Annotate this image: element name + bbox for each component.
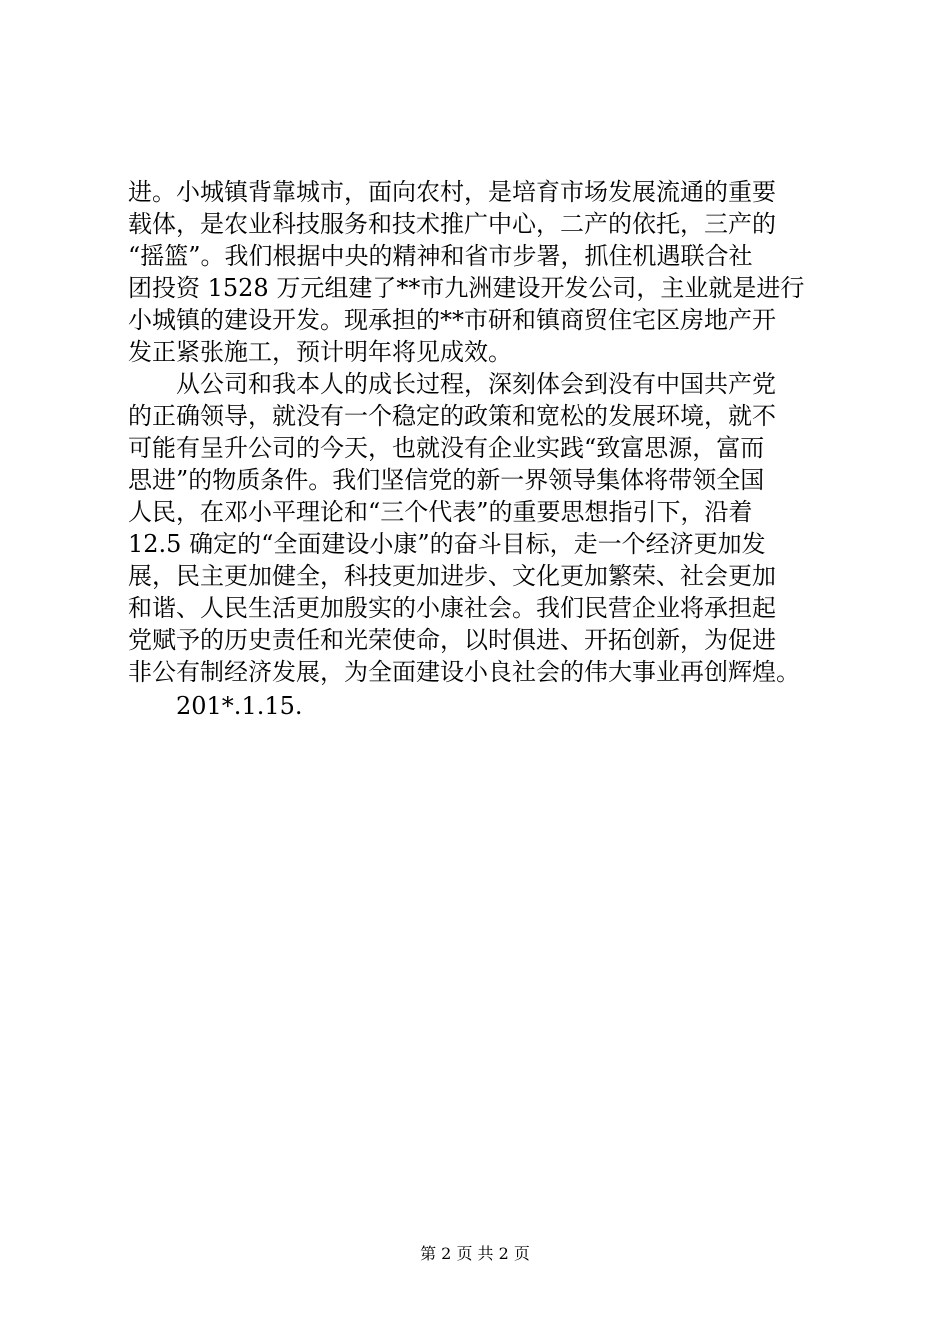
text-line: 可能有呈升公司的今天，也就没有企业实践“致富思源，富而 <box>128 434 765 462</box>
text-line: 非公有制经济发展，为全面建设小良社会的伟大事业再创辉煌。 <box>128 658 800 686</box>
text-line: 人民，在邓小平理论和“三个代表”的重要思想指引下，沿着 <box>128 498 753 526</box>
document-date: 201*.1.15. <box>176 692 303 720</box>
text-line: 从公司和我本人的成长过程，深刻体会到没有中国共产党 <box>128 370 776 398</box>
body-text <box>128 176 832 688</box>
text-line: 的正确领导，就没有一个稳定的政策和宽松的发展环境，就不 <box>128 402 776 430</box>
text-line: “摇篮”。我们根据中央的精神和省市步署，抓住机遇联合社 <box>128 242 753 270</box>
text-line: 和谐、人民生活更加殷实的小康社会。我们民营企业将承担起 <box>128 594 776 622</box>
text-line: 党赋予的历史责任和光荣使命，以时俱进、开拓创新，为促进 <box>128 626 776 654</box>
text-line: 发正紧张施工，预计明年将见成效。 <box>128 338 512 366</box>
text-line: 小城镇的建设开发。现承担的**市研和镇商贸住宅区房地产开 <box>128 306 776 334</box>
text-line: 展，民主更加健全，科技更加进步、文化更加繁荣、社会更加 <box>128 562 776 590</box>
text-line: 进。小城镇背靠城市，面向农村，是培育市场发展流通的重要 <box>128 178 776 206</box>
text-line: 思进”的物质条件。我们坚信党的新一界领导集体将带领全国 <box>128 466 765 494</box>
text-line: 12.5 确定的“全面建设小康”的奋斗目标，走一个经济更加发 <box>128 530 766 558</box>
text-line: 载体，是农业科技服务和技术推广中心，二产的依托，三产的 <box>128 210 776 238</box>
page-footer: 第 2 页 共 2 页 <box>420 1244 530 1263</box>
text-line: 团投资 1528 万元组建了**市九洲建设开发公司，主业就是进行 <box>128 274 805 302</box>
